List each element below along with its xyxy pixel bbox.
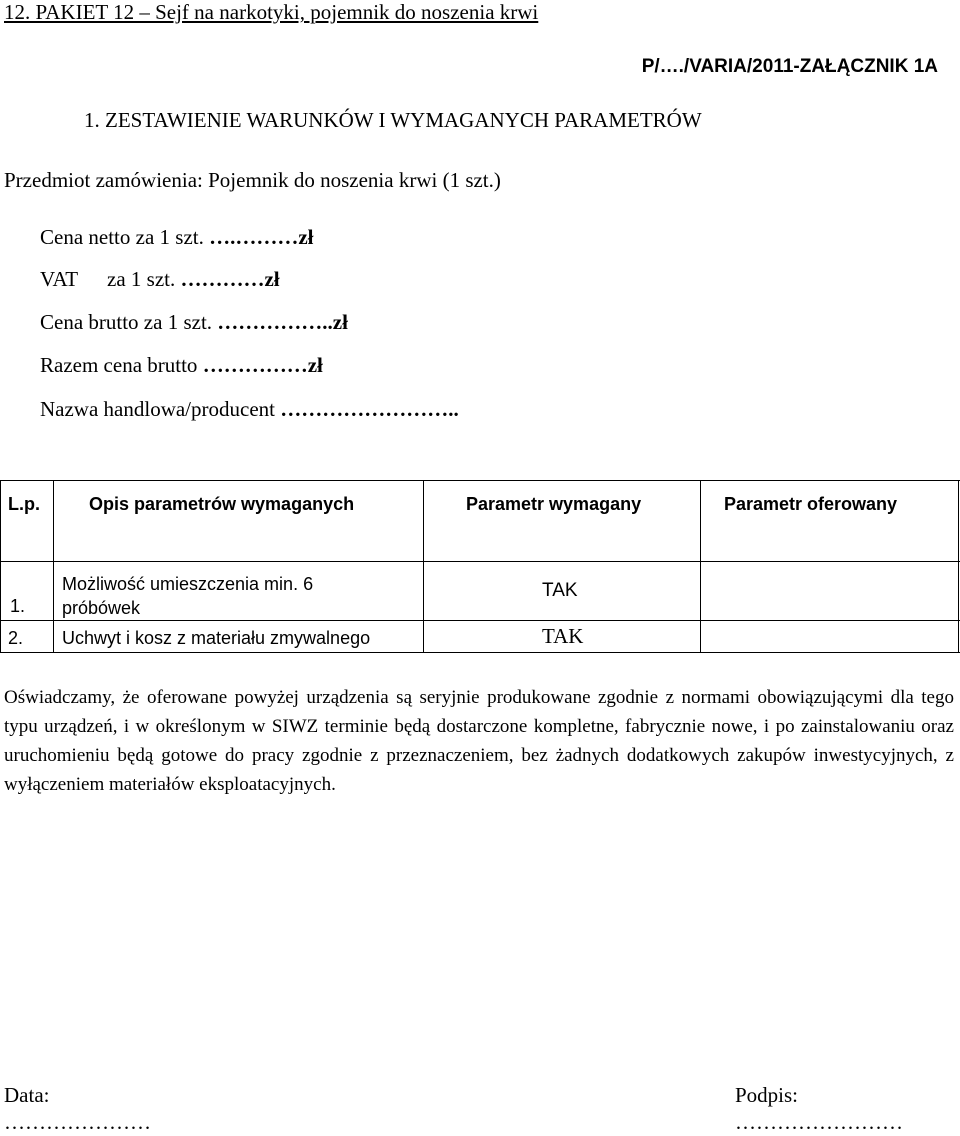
reference-code: P/…./VARIA/2011-ZAŁĄCZNIK 1A	[641, 56, 938, 77]
subject-line: Przedmiot zamówienia: Pojemnik do noszenia krwi (1 szt.)	[4, 168, 501, 192]
col-header-lp: L.p.	[8, 494, 40, 514]
col-header-offered: Parametr oferowany	[724, 494, 898, 514]
price-brutto-dots: ……………..zł	[217, 310, 348, 334]
table-border	[958, 480, 959, 653]
table-border	[0, 480, 1, 653]
date-block	[4, 1082, 151, 1136]
page-heading: 1. ZESTAWIENIE WARUNKÓW I WYMAGANYCH PARAMETRÓW	[84, 108, 702, 132]
vat-dots: …………zł	[180, 267, 280, 291]
table-border	[700, 480, 701, 653]
row2-required: TAK	[542, 624, 584, 648]
signature-block	[735, 1082, 903, 1136]
trade-name-dots: ……………………..	[280, 397, 459, 421]
price-netto-line	[40, 225, 314, 250]
col-header-required: Parametr wymagany	[466, 494, 642, 514]
declaration-text: Oświadczamy, że oferowane powyżej urządzenia są seryjnie produkowane zgodnie z normami obowiązującymi dla tego typu urządzeń, i w określonym w SIWZ terminie będą dostarczone kompletne, fabrycznie nowe, i po zainstalowaniu oraz uruchomieniu będą gotowe do pracy zgodnie z przeznaczeniem, bez żadnych dodatkowych zakupów inwestycyjnych, z wyłączeniem materiałów eksploatacyjnych.	[4, 687, 954, 795]
price-netto-dots: ….………zł	[209, 225, 314, 249]
row1-required: TAK	[542, 580, 578, 601]
date-label: Data:	[4, 1083, 50, 1107]
vat-per-unit-label: za 1 szt.	[107, 267, 176, 291]
col-header-description: Opis parametrów wymaganych	[89, 494, 355, 514]
row1-description: Możliwość umieszczenia min. 6	[62, 574, 314, 594]
row1-lp: 1.	[10, 596, 26, 616]
row2-lp: 2.	[8, 628, 24, 648]
trade-name-label: Nazwa handlowa/producent	[40, 397, 275, 421]
trade-name-line	[40, 397, 459, 422]
table-border	[423, 480, 424, 653]
price-brutto-label: Cena brutto za 1 szt.	[40, 310, 213, 334]
signature-label: Podpis:	[735, 1083, 799, 1107]
table-border	[0, 620, 960, 621]
total-brutto-line	[40, 353, 323, 378]
row1-description-cont: próbówek	[62, 598, 141, 618]
row2-description: Uchwyt i kosz z materiału zmywalnego	[62, 628, 371, 648]
vat-line	[40, 267, 280, 292]
date-dots: …………………	[4, 1110, 151, 1134]
section-title: 12. PAKIET 12 – Sejf na narkotyki, pojemnik do noszenia krwi	[4, 0, 539, 24]
declaration-paragraph	[4, 683, 954, 799]
total-brutto-label: Razem cena brutto	[40, 353, 198, 377]
table-border	[0, 480, 960, 481]
price-brutto-line	[40, 310, 348, 335]
total-brutto-dots: ……………zł	[202, 353, 323, 377]
price-netto-label: Cena netto za 1 szt.	[40, 225, 204, 249]
signature-dots: ……………………	[735, 1110, 903, 1134]
vat-label: VAT	[40, 267, 78, 291]
table-border	[0, 652, 960, 653]
table-border	[0, 561, 960, 562]
table-border	[53, 480, 54, 653]
